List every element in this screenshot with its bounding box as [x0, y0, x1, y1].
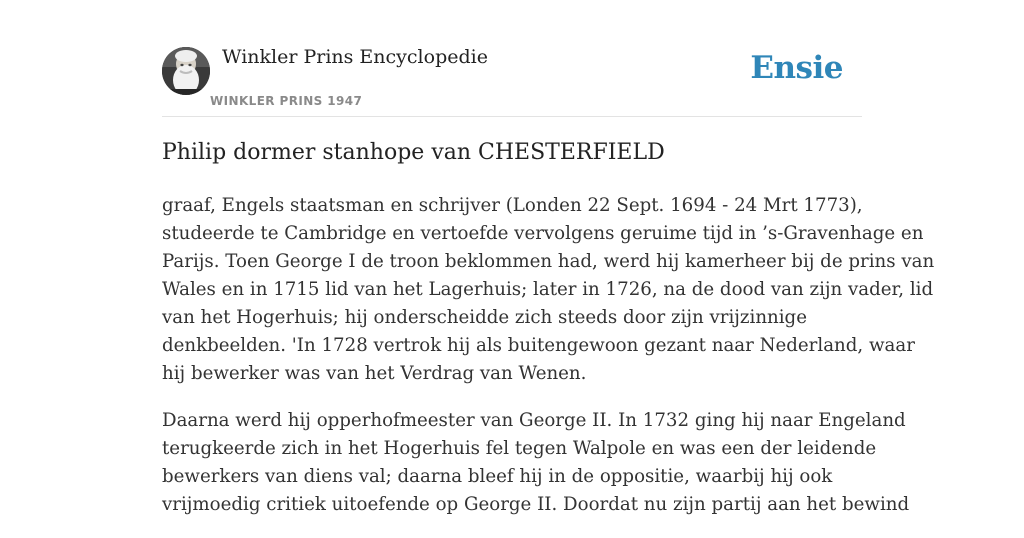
- source-header: [162, 0, 862, 117]
- source-subtitle[interactable]: WINKLER PRINS 1947: [210, 94, 363, 108]
- article-body: [162, 192, 935, 538]
- paragraph-line: graaf, Engels staatsman en schrijver (Londen 22 Sept. 1694 - 24 Mrt 1773),: [162, 195, 863, 216]
- paragraph-line: denkbeelden. 'In 1728 vertrok hij als buitengewoon gezant naar Nederland, waar: [162, 335, 915, 356]
- paragraph-line: terugkeerde zich in het Hogerhuis fel tegen Walpole en was een der leidende: [162, 438, 877, 459]
- paragraph-line: Parijs. Toen George I de troon beklommen had, werd hij kamerheer bij de prins van: [162, 251, 935, 272]
- paragraph-line: bewerkers van diens val; daarna bleef hij in de oppositie, waarbij hij ook: [162, 466, 833, 487]
- page: [162, 0, 935, 515]
- paragraph-line: studeerde te Cambridge en vertoefde vervolgens geruime tijd in ’s-Gravenhage en: [162, 223, 924, 244]
- paragraph-line: Daarna werd hij opperhofmeester van George II. In 1732 ging hij naar Engeland: [162, 410, 906, 431]
- paragraph-line: vrijmoedig critiek uitoefende op George II. Doordat nu zijn partij aan het bewind: [162, 494, 910, 515]
- source-avatar[interactable]: [162, 47, 210, 95]
- paragraph-line: hij bewerker was van het Verdrag van Wenen.: [162, 363, 587, 384]
- article-title: Philip dormer stanhope van CHESTERFIELD: [162, 140, 665, 165]
- article-paragraph: [162, 407, 910, 519]
- ensie-logo[interactable]: Ensie: [750, 50, 843, 86]
- paragraph-line: Wales en in 1715 lid van het Lagerhuis; later in 1726, na de dood van zijn vader, lid: [162, 279, 934, 300]
- bearded-man-portrait-icon: [162, 47, 210, 95]
- article-paragraph: [162, 192, 935, 388]
- paragraph-line: van het Hogerhuis; hij onderscheidde zich steeds door zijn vrijzinnige: [162, 307, 807, 328]
- source-name[interactable]: Winkler Prins Encyclopedie: [222, 46, 488, 68]
